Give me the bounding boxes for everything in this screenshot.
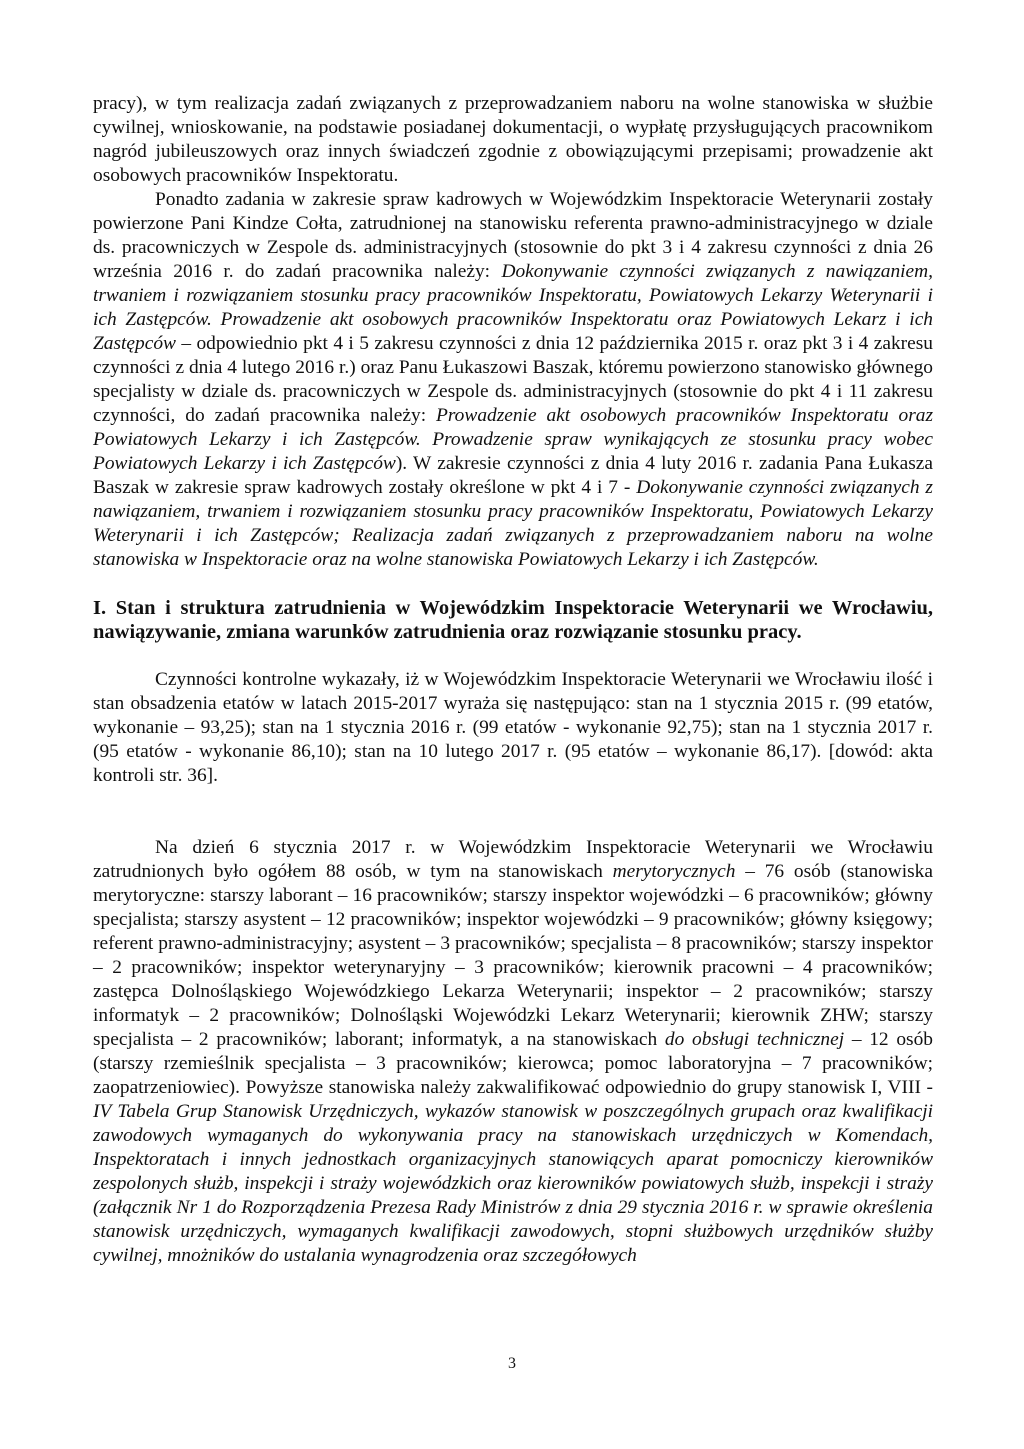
paragraph-hr-assignments bbox=[93, 188, 933, 572]
paragraph-text: – 76 osób (stanowiska merytoryczne: starszy laborant – 16 pracowników; starszy inspektor wojewódzki – 6 pracowników; główny specjalista; starszy asystent – 12 pracowników; inspektor wojewódzki – 9 pracowników; główny księgowy; referent prawno-administracyjny; asystent – 3 pracowników; specjalista – 8 pracowników; starszy inspektor – 2 pracowników; inspektor weterynaryjny – 3 pracowników; kierownik pracowni – 4 pracowników; zastępca Dolnośląskiego Wojewódzkiego Lekarza Weterynarii; inspektor – 2 pracowników; starszy informatyk – 2 pracowników; Dolnośląski Wojewódzki Lekarz Weterynarii; kierownik ZHW; starszy specjalista – 2 pracowników; laborant; informatyk, a na stanowiskach bbox=[93, 861, 933, 1050]
paragraph-italic-text: Prowadzenie akt osobowych pracowników Inspektoratu oraz Powiatowych Lekarzy i ich Zastępców. Prowadzenie spraw wynikających ze stosunku pracy wobec Powiatowych Lekarzy i ich Zastępców bbox=[93, 405, 933, 474]
paragraph-italic-text: Dokonywanie czynności związanych z nawiązaniem, trwaniem i rozwiązaniem stosunku pracy pracowników Inspektoratu, Powiatowych Lekarzy Weterynarii i ich Zastępców. Prowadzenie akt osobowych pracowników Inspektoratu oraz Powiatowych Lekarz i ich Zastępców bbox=[93, 261, 933, 354]
paragraph-italic-text: Dokonywanie czynności związanych z nawiązaniem, trwaniem i rozwiązaniem stosunku pracy pracowników Inspektoratu, Powiatowych Lekarzy Weterynarii i ich Zastępców; Realizacja zadań związanych z przeprowadzaniem naboru na wolne stanowiska w Inspektoracie oraz na wolne stanowiska Powiatowych Lekarzy i ich Zastępców. bbox=[93, 477, 933, 570]
paragraph-continued-duties bbox=[93, 92, 933, 188]
paragraph-text: Czynności kontrolne wykazały, iż w Wojewódzkim Inspektoracie Weterynarii we Wrocławiu ilość i stan obsadzenia etatów w latach 2015-2017 wyraża się następująco: stan na 1 stycznia 2015 r. (99 etatów, wykonanie – 93,25); stan na 1 stycznia 2016 r. (99 etatów - wykonanie 92,75); stan na 1 stycznia 2017 r. (95 etatów - wykonanie 86,10); stan na 10 lutego 2017 r. (95 etatów – wykonanie 86,17). [dowód: akta kontroli str. 36]. bbox=[93, 669, 933, 786]
paragraph-italic-text: do obsługi technicznej bbox=[664, 1029, 845, 1050]
paragraph-text: ). W zakresie czynności z dnia 4 luty 2016 r. zadania Pana Łukasza Baszak w zakresie spraw kadrowych zostały określone w pkt 4 i 7 - bbox=[93, 453, 933, 498]
page-number: 3 bbox=[508, 1355, 516, 1372]
paragraph-employment-stats bbox=[93, 668, 933, 788]
section-heading: I. Stan i struktura zatrudnienia w Wojewódzkim Inspektoracie Weterynarii we Wrocławiu, nawiązywanie, zmiana warunków zatrudnienia oraz rozwiązanie stosunku pracy. bbox=[93, 597, 933, 643]
paragraph-italic-text: merytorycznych bbox=[612, 861, 736, 882]
paragraph-text: Na dzień 6 stycznia 2017 r. w Wojewódzkim Inspektoracie Weterynarii we Wrocławiu zatrudnionych było ogółem 88 osób, w tym na stanowiskach bbox=[93, 837, 933, 882]
paragraph-employee-structure bbox=[93, 836, 933, 1268]
paragraph-text: pracy), w tym realizacja zadań związanych z przeprowadzaniem naboru na wolne stanowiska w służbie cywilnej, wnioskowanie, na podstawie posiadanej dokumentacji, o wypłatę przysługujących pracownikom nagród jubileuszowych oraz innych świadczeń zgodnie z obowiązującymi przepisami; prowadzenie akt osobowych pracowników Inspektoratu. bbox=[93, 93, 933, 186]
document-page bbox=[93, 92, 933, 1268]
paragraph-text: Ponadto zadania w zakresie spraw kadrowych w Wojewódzkim Inspektoracie Weterynarii zostały powierzone Pani Kindze Cołta, zatrudnionej na stanowisku referenta prawno-administracyjnego w dziale ds. pracowniczych w Zespole ds. administracyjnych (stosownie do pkt 3 i 4 zakresu czynności z dnia 26 września 2016 r. do zadań pracownika należy: bbox=[93, 189, 933, 282]
paragraph-italic-text: IV Tabela Grup Stanowisk Urzędniczych, wykazów stanowisk w poszczególnych grupach oraz kwalifikacji zawodowych wymaganych do wykonywania pracy na stanowiskach urzędniczych w Komendach, Inspektoratach i innych jednostkach organizacyjnych stanowiących aparat pomocniczy kierowników zespolonych służb, inspekcji i straży wojewódzkich oraz kierowników powiatowych służb, inspekcji i straży (załącznik Nr 1 do Rozporządzenia Prezesa Rady Ministrów z dnia 29 stycznia 2016 r. w sprawie określenia stanowisk urzędniczych, wymaganych kwalifikacji zawodowych, stopni służbowych urzędników służby cywilnej, mnożników do ustalania wynagrodzenia oraz szczegółowych bbox=[93, 1101, 933, 1266]
paragraph-text: – odpowiednio pkt 4 i 5 zakresu czynności z dnia 12 października 2015 r. oraz pkt 3 i 4 zakresu czynności z dnia 4 lutego 2016 r.) oraz Panu Łukaszowi Baszak, któremu powierzono stanowisko głównego specjalisty w dziale ds. pracowniczych w Zespole ds. administracyjnych (stosownie do pkt 4 i 11 zakresu czynności, do zadań pracownika należy: bbox=[93, 333, 933, 426]
paragraph-text: – 12 osób (starszy rzemieślnik specjalista – 3 pracowników; kierowca; pomoc laboratoryjna – 7 pracowników; zaopatrzeniowiec). Powyższe stanowiska należy zakwalifikować odpowiednio do grupy stanowisk I, VIII - bbox=[93, 1029, 933, 1098]
